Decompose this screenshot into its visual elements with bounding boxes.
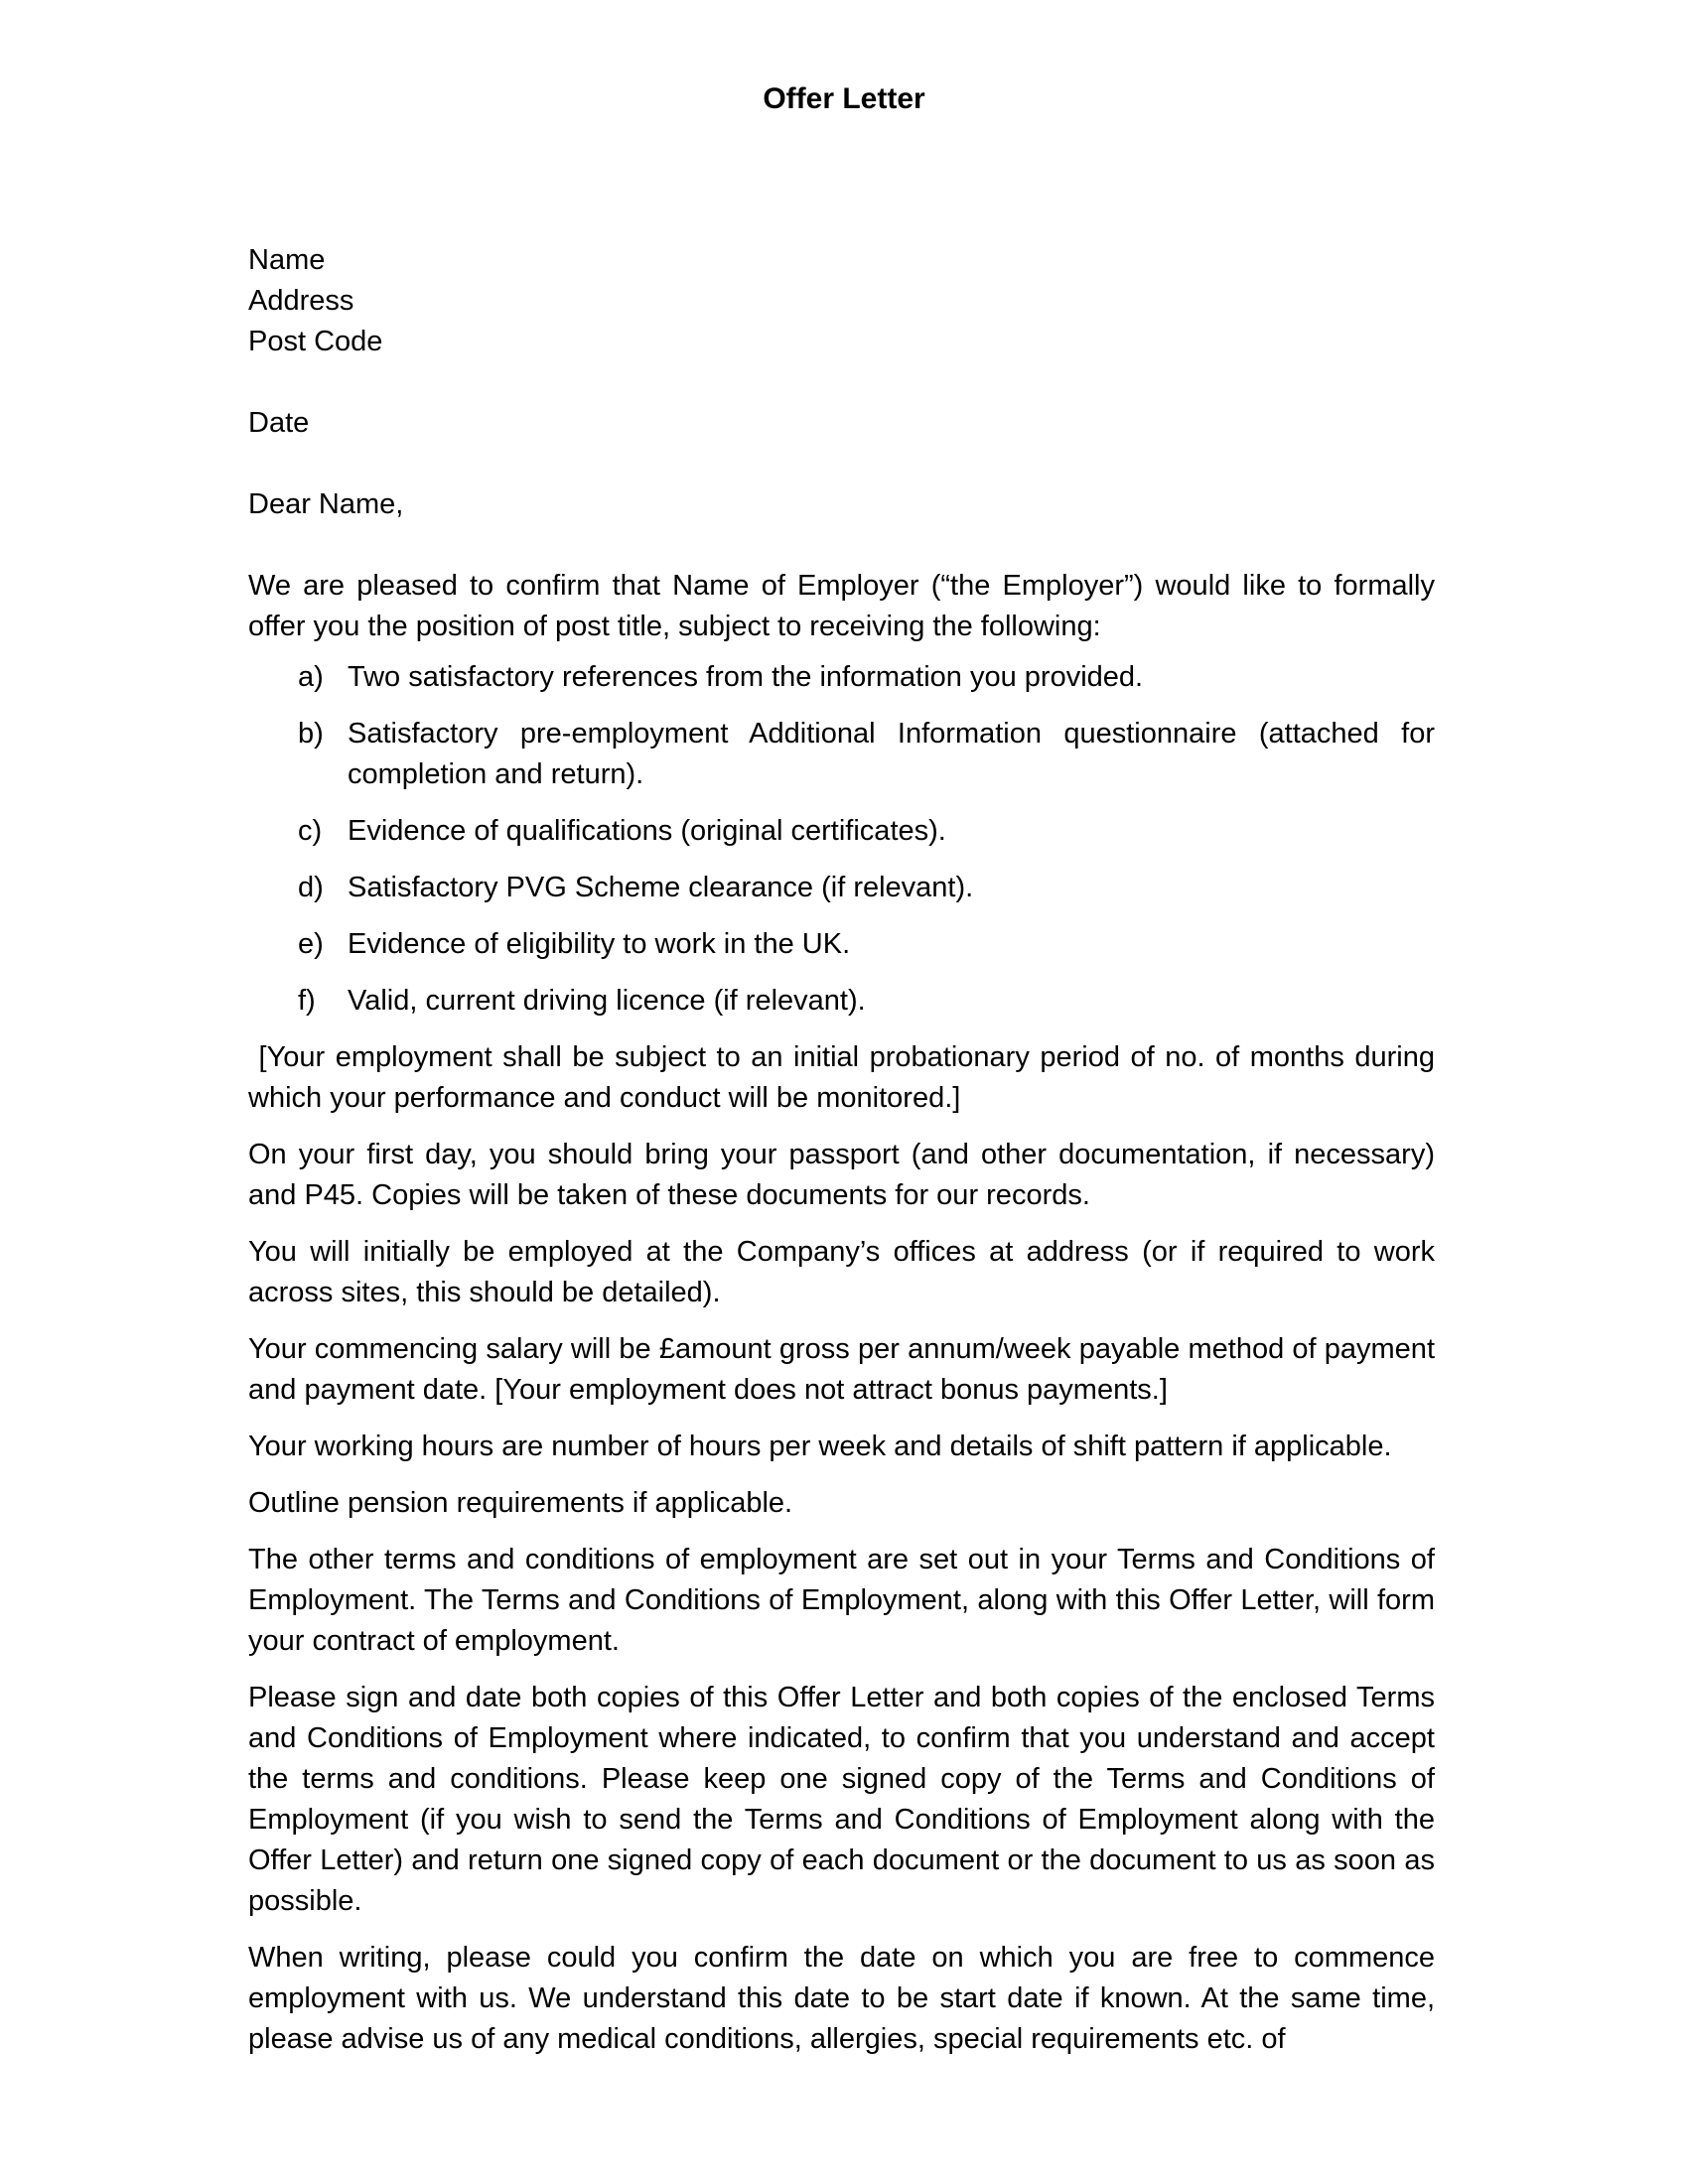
probation-paragraph: [Your employment shall be subject to an initial probationary period of no. of months during which your performance and conduct will be monitored.] <box>248 1041 1435 1114</box>
intro-paragraph: We are pleased to confirm that Name of Employer (“the Employer”) would like to formally offer you the position of post title, subject to receiving the following: <box>248 570 1435 642</box>
salutation: Dear Name, <box>248 488 404 520</box>
list-marker: b) <box>298 718 324 750</box>
salary-paragraph: Your commencing salary will be £amount gross per annum/week payable method of payment and payment date. [Your employment does not attract bonus payments.] <box>248 1333 1435 1406</box>
list-item <box>248 714 1435 795</box>
location-paragraph: You will initially be employed at the Company’s offices at address (or if required to work across sites, this should be detailed). <box>248 1236 1435 1308</box>
list-marker: e) <box>298 928 324 960</box>
address-name: Name <box>248 244 326 276</box>
terms-paragraph: The other terms and conditions of employment are set out in your Terms and Conditions of Employment. The Terms and Conditions of Employment, along with this Offer Letter, will form your contract of employment. <box>248 1544 1435 1657</box>
list-item-text: Evidence of eligibility to work in the UK. <box>348 928 851 960</box>
list-item-text: Two satisfactory references from the information you provided. <box>348 661 1144 693</box>
pension-paragraph: Outline pension requirements if applicable. <box>248 1487 793 1519</box>
address-post-code: Post Code <box>248 326 383 357</box>
list-item <box>248 657 1435 698</box>
spacer <box>248 362 1435 403</box>
list-marker: f) <box>298 985 316 1017</box>
list-marker: c) <box>298 815 323 847</box>
list-item-text: Valid, current driving licence (if relevant). <box>348 985 866 1017</box>
start-date-paragraph: When writing, please could you confirm the date on which you are free to commence employment with us. We understand this date to be start date if known. At the same time, please advise us of any medical conditions, allergies, special requirements etc. of <box>248 1942 1435 2055</box>
signing-paragraph: Please sign and date both copies of this Offer Letter and both copies of the enclosed Terms and Conditions of Employment where indicated, to confirm that you understand and accept the terms and conditions. Please keep one signed copy of the Terms and Conditions of Employment (if you wish to send the Terms and Conditions of Employment along with the Offer Letter) and return one signed copy of each document or the document to us as soon as possible. <box>248 1682 1435 1917</box>
list-item <box>248 924 1435 965</box>
conditions-list <box>248 657 1435 1022</box>
address-street: Address <box>248 285 354 317</box>
list-item <box>248 811 1435 852</box>
working-hours-paragraph: Your working hours are number of hours per week and details of shift pattern if applicable. <box>248 1431 1392 1462</box>
letter-body <box>248 240 1435 2060</box>
list-item-text: Evidence of qualifications (original certificates). <box>348 815 946 847</box>
list-item-text: Satisfactory PVG Scheme clearance (if relevant). <box>348 872 974 903</box>
list-marker: d) <box>298 872 324 903</box>
list-item <box>248 868 1435 908</box>
spacer <box>248 444 1435 484</box>
recipient-address <box>248 240 1435 362</box>
spacer <box>248 525 1435 566</box>
list-marker: a) <box>298 661 324 693</box>
list-item-text: Satisfactory pre-employment Additional Information questionnaire (attached for completion and return). <box>348 718 1435 790</box>
list-item <box>248 981 1435 1022</box>
first-day-paragraph: On your first day, you should bring your passport (and other documentation, if necessary) and P45. Copies will be taken of these documents for our records. <box>248 1139 1435 1211</box>
document-title: Offer Letter <box>763 82 925 115</box>
letter-date: Date <box>248 407 310 439</box>
